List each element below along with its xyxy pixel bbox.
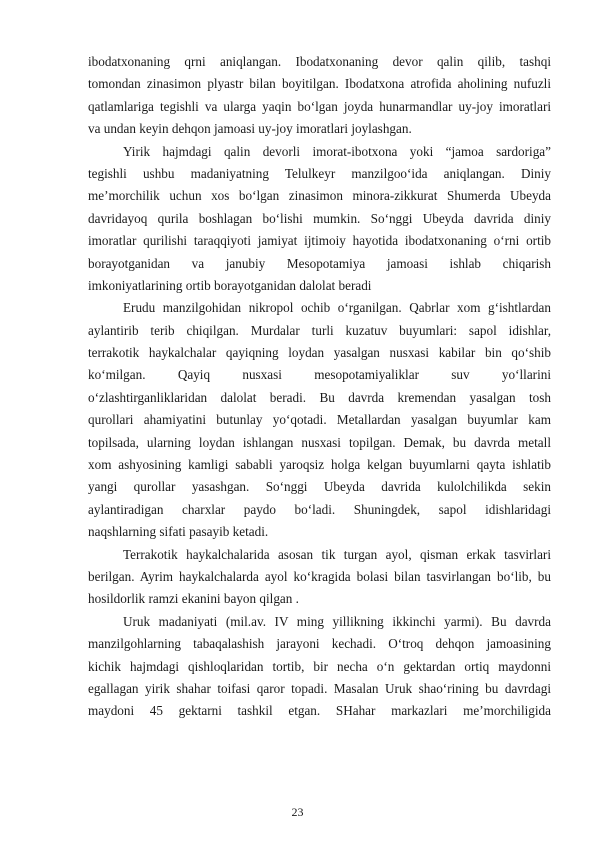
text-line: imoratlar qurilishi taraqqiyoti jamiyat ijtimoiy hayotida ibodatxonaning o‘rni ortib bbox=[88, 233, 551, 249]
text-line: me’morchilik uchun xos bo‘lgan zinasimon minora-zikkurat Shumerda Ubeyda bbox=[88, 188, 551, 204]
text-line: Erudu manzilgohidan nikropol ochib o‘rganilgan. Qabrlar xom g‘ishtlardan bbox=[123, 300, 551, 316]
text-line: egallagan yirik shahar toifasi qaror topadi. Masalan Uruk shao‘rining bu davrdagi bbox=[88, 680, 551, 696]
text-line: Terrakotik haykalchalarida asosan tik turgan ayol, qisman erkak tasvirlari bbox=[123, 546, 551, 562]
paragraph-2 bbox=[88, 141, 551, 298]
text-line: topilsada, ularning loydan ishlangan nusxasi topilgan. Demak, bu davrda metall bbox=[88, 434, 551, 450]
paragraph-1 bbox=[88, 51, 551, 141]
text-line: va undan keyin dehqon jamoasi uy-joy imoratlari joylashgan. bbox=[88, 121, 412, 137]
text-line: davridayoq qurila boshlagan bo‘lishi mumkin. So‘nggi Ubeyda davrida diniy bbox=[88, 210, 551, 226]
text-line: terrakotik haykalchalar qayiqning loydan yasalgan nusxasi kabilar bin qo‘shib bbox=[88, 345, 551, 361]
text-line: yangi qurollar yasashgan. So‘nggi Ubeyda davrida kulolchilikda sekin bbox=[88, 479, 551, 495]
text-line: xom ashyosining kamligi sababli yaroqsiz holga kelgan buyumlarni qayta ishlatib bbox=[88, 457, 551, 473]
text-line: borayotganidan va janubiy Mesopotamiya jamoasi ishlab chiqarish bbox=[88, 255, 551, 271]
text-line: tomondan zinasimon plyastr bilan boyitilgan. Ibodatxona atrofida aholining nufuzli bbox=[88, 76, 551, 92]
text-line: qurollari ahamiyatini butunlay yo‘qotadi. Metallardan yasalgan buyumlar kam bbox=[88, 412, 551, 428]
text-line: manzilgohlarning tabaqalashish jarayoni kechadi. O‘troq dehqon jamoasining bbox=[88, 636, 551, 652]
text-line: o‘zlashtirganliklaridan dalolat beradi. Bu davrda kremendan yasalgan tosh bbox=[88, 389, 551, 405]
text-line: tegishli ushbu madaniyatning Telulkeyr manzilgoo‘ida aniqlangan. Diniy bbox=[88, 165, 551, 181]
paragraph-5 bbox=[88, 611, 551, 723]
paragraph-4 bbox=[88, 544, 551, 611]
text-line: kichik hajmdagi qishloqlaridan tortib, bir necha o‘n gektardan ortiq maydonni bbox=[88, 658, 551, 674]
text-line: imkoniyatlarining ortib borayotganidan dalolat beradi bbox=[88, 277, 372, 293]
document-body bbox=[88, 51, 551, 723]
text-line: aylantiradigan charxlar paydo bo‘ladi. Shuningdek, sapol idishlaridagi bbox=[88, 501, 551, 517]
text-line: ibodatxonaning qrni aniqlangan. Ibodatxonaning devor qalin qilib, tashqi bbox=[88, 54, 551, 69]
text-line: hosildorlik ramzi ekanini bayon qilgan . bbox=[88, 591, 299, 607]
text-line: naqshlarning sifati pasayib ketadi. bbox=[88, 524, 269, 540]
page-number: 23 bbox=[291, 805, 304, 819]
text-line: maydoni 45 gektarni tashkil etgan. SHahar markazlari me’morchiligida bbox=[88, 703, 551, 719]
text-line: Uruk madaniyati (mil.av. IV ming yillikning ikkinchi yarmi). Bu davrda bbox=[123, 613, 551, 629]
text-line: Yirik hajmdagi qalin devorli imorat-ibotxona yoki “jamoa sardoriga” bbox=[123, 143, 551, 159]
text-line: qatlamlariga tegishli va ularga yaqin bo‘lgan joyda hunarmandlar uy-joy imoratlari bbox=[88, 98, 551, 114]
text-line: berilgan. Ayrim haykalchalarda ayol ko‘kragida bolasi bilan tasvirlangan bo‘lib, bu bbox=[88, 568, 551, 584]
text-line: ko‘milgan. Qayiq nusxasi mesopotamiyaliklar suv yo‘llarini bbox=[88, 367, 551, 383]
text-line: aylantirib terib chiqilgan. Murdalar turli kuzatuv buyumlari: sapol idishlar, bbox=[88, 322, 551, 338]
paragraph-3 bbox=[88, 297, 551, 543]
